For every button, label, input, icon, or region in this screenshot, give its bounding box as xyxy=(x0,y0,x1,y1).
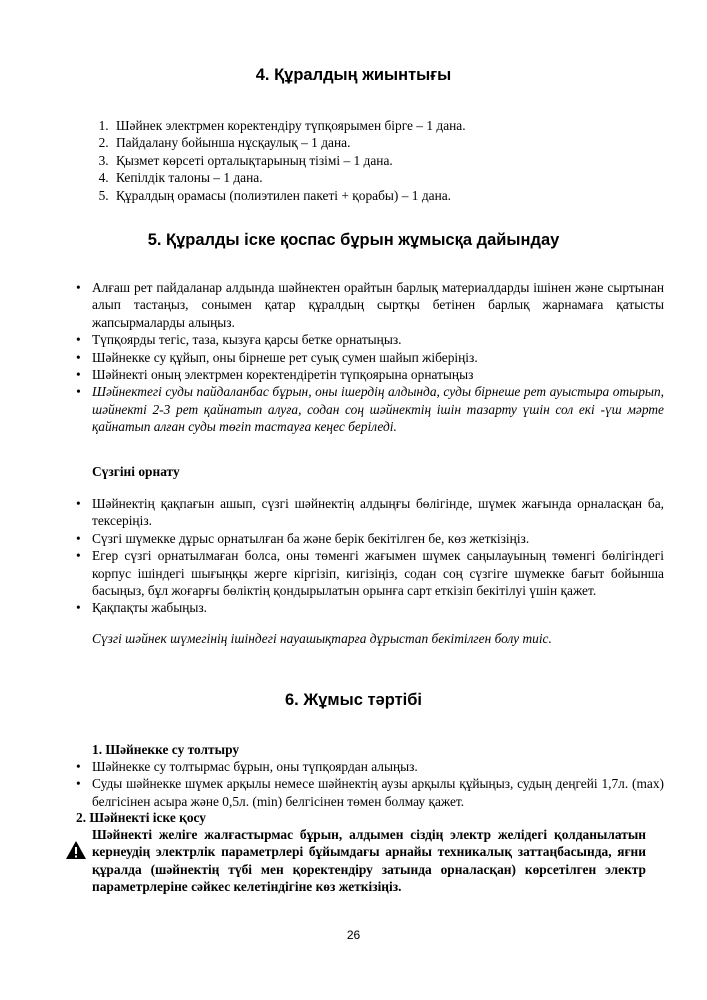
kit-item: 1. Шәйнек электрмен коректендіру түпқоярымен бірге – 1 дана. xyxy=(112,117,672,134)
filter-item: • Егер сүзгі орнатылмаған болса, оны төменгі жағымен шүмек саңылауының төменгі бөлігіндегі корпус ішіндегі шығыңқы жерге кіргізіп, кигізіңіз, содан соң сүзгіге шүмекке бағыт бойынша басыңыз, бұл жоғарғы бөліктің қондырылатын орынға сарт еткізіп бекітілуі үшін қажет. xyxy=(92,547,664,599)
kit-item: 3. Қызмет көрсеті орталықтарының тізімі – 1 дана. xyxy=(112,152,672,169)
kit-list xyxy=(90,117,672,204)
switch-on-heading: 2. Шәйнекті іске қосу xyxy=(76,810,206,825)
kit-item: 4. Кепілдік талоны – 1 дана. xyxy=(112,169,672,186)
fill-water-item: • Шәйнекке су толтырмас бұрын, оны түпқоярдан алыңыз. xyxy=(92,758,664,775)
fill-water-list xyxy=(74,758,664,810)
preparation-tip: • Шәйнектегі суды пайдаланбас бұрын, оны ішердің алдында, суды бірнеше рет ауыстыра отырып, шәйнекті 2-3 рет қайнатып алуға, содан соң шәйнектің ішін тазарту үшін сол екі -үш мәрте қайнатып алған суды төгіп тастауға кеңес беріледі. xyxy=(92,383,664,435)
fill-water-heading: 1. Шәйнекке су толтыру xyxy=(92,742,240,757)
page-number: 26 xyxy=(346,928,361,942)
kit-item: 2. Пайдалану бойынша нұсқаулық – 1 дана. xyxy=(112,134,672,151)
section-6-title: 6. Жұмыс тәртібі xyxy=(284,691,423,709)
kit-item: 5. Құралдың орамасы (полиэтилен пакеті + қорабы) – 1 дана. xyxy=(112,187,672,204)
preparation-item: • Алғаш рет пайдаланар алдында шәйнектен орайтын барлық материалдарды ішінен және сыртынан алып тастаңыз, сонымен қатар құралдың сыртқы бетінен барлық жарнамаға қатысты жапсырмаларды алыңыз. xyxy=(92,279,664,331)
filter-item: • Шәйнектің қақпағын ашып, сүзгі шәйнектің алдыңғы бөлігінде, шүмек жағында орналасқан ба, тексеріңіз. xyxy=(92,495,664,530)
filter-list xyxy=(74,495,664,617)
section-4-title: 4. Құралдың жиынтығы xyxy=(255,66,452,84)
fill-water-item: • Суды шәйнекке шүмек арқылы немесе шәйнектің аузы арқылы құйыңыз, судың деңгейі 1,7л. (max) белгісінен асыра және 0,5л. (min) белгісінен төмен болмау қажет. xyxy=(92,775,664,810)
filter-note: Сүзгі шәйнек шүмегінің ішіндегі науашықтарға дұрыстап бекітілген болу тиіс. xyxy=(92,631,552,646)
filter-item: • Сүзгі шүмекке дұрыс орнатылған ба және берік бекітілген бе, көз жеткізіңіз. xyxy=(92,530,664,547)
filter-heading: Сүзгіні орнату xyxy=(92,464,180,479)
preparation-item: • Түпқоярды тегіс, таза, кызуға қарсы бетке орнатыңыз. xyxy=(92,331,664,348)
warning-text: Шәйнекті желіге жалғастырмас бұрын, алдымен сіздің электр желідегі қолданылатын кернеудің электрлік параметрлері бұйымдағы арнайы техникалық заттаңбасында, яғни құралда (шәйнектің түбі мен қоректендіру затында орналасқан) көрсетілген электр параметрлеріне сәйкес келетіндігіне көз жеткізіңіз. xyxy=(92,827,646,895)
preparation-item: • Шәйнекке су құйып, оны бірнеше рет суық сумен шайып жіберіңіз. xyxy=(92,349,664,366)
filter-item: • Қақпақты жабыңыз. xyxy=(92,599,664,616)
preparation-list xyxy=(74,279,664,436)
section-5-title: 5. Құралды іске қоспас бұрын жұмысқа дайындау xyxy=(147,231,560,249)
preparation-item: • Шәйнекті оның электрмен коректендіретін түпқоярына орнатыңыз xyxy=(92,366,664,383)
warning-icon xyxy=(65,840,87,860)
